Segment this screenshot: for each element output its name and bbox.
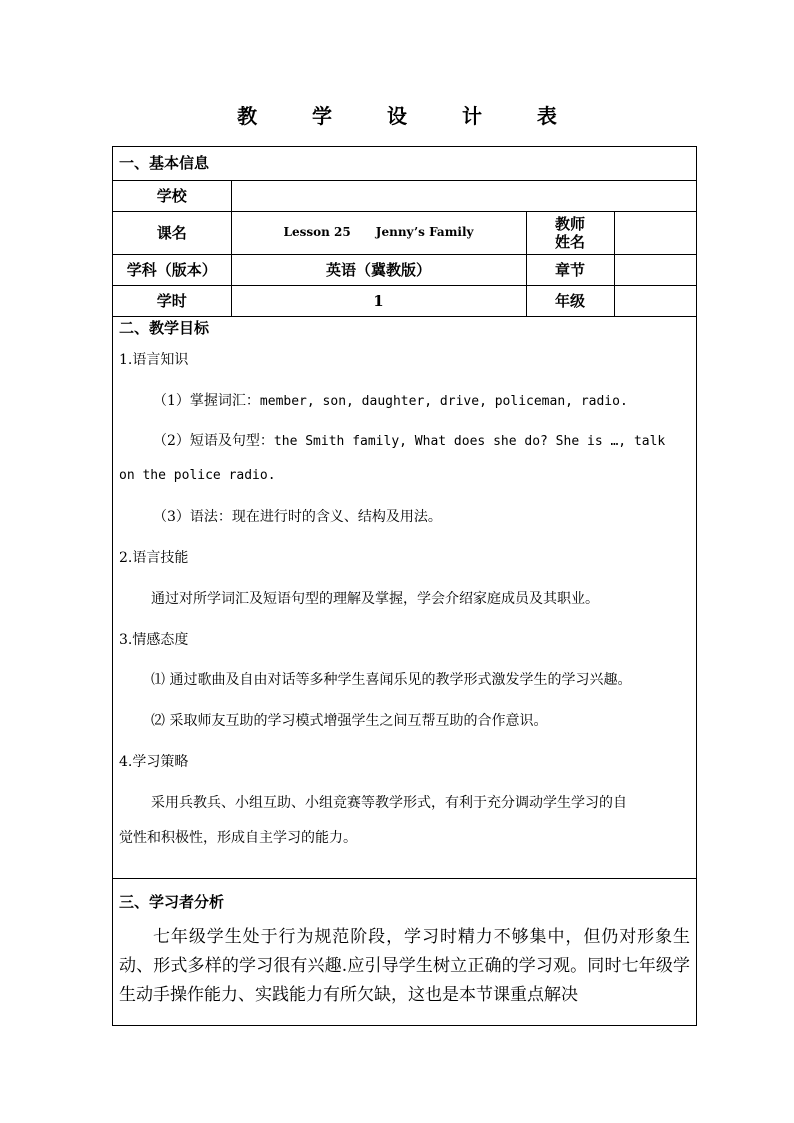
teacher-value <box>614 211 697 254</box>
grade-value <box>614 285 697 316</box>
learning-strategy-title: 4.学习策略 <box>119 754 189 770</box>
chapter-label: 章节 <box>526 254 614 285</box>
language-knowledge-title: 1.语言知识 <box>119 352 189 368</box>
analysis-text: 七年级学生处于行为规范阶段，学习时精力不够集中，但仍对形象生动、形式多样的学习很有兴趣.应引导学生树立正确的学习观。同时七年级学生动手操作能力、实践能力有所欠缺，这也是本节课重点解决 <box>119 927 690 1005</box>
phrases-item <box>153 431 690 452</box>
document-title: 教 学 设 计 表 <box>237 104 581 128</box>
phrases-prefix: （2）短语及句型： <box>153 433 274 449</box>
teacher-label <box>526 211 614 254</box>
basic-info-heading: 一、基本信息 <box>113 147 697 180</box>
course-value <box>231 211 526 254</box>
grade-label: 年级 <box>526 285 614 316</box>
course-lesson: Lesson 25 <box>283 225 351 240</box>
attitude-item-2: ⑵ 采取师友互助的学习模式增强学生之间互帮互助的合作意识。 <box>151 713 548 729</box>
lesson-design-table <box>112 146 697 1026</box>
vocabulary-words: member, son, daughter, drive, policeman, radio. <box>259 394 628 409</box>
grammar-item: （3）语法：现在进行时的含义、结构及用法。 <box>153 509 442 525</box>
school-value <box>231 180 697 211</box>
learning-strategy-line-2: 觉性和积极性，形成自主学习的能力。 <box>119 830 357 846</box>
course-label: 课名 <box>113 211 231 254</box>
teacher-label-line-1: 教师 <box>554 214 585 233</box>
vocabulary-prefix: （1）掌握词汇： <box>153 393 260 409</box>
subject-label: 学科（版本） <box>113 254 231 285</box>
language-skills-title: 2.语言技能 <box>119 550 189 566</box>
objectives-heading: 二、教学目标 <box>119 319 210 337</box>
teaching-objectives-section <box>113 316 696 879</box>
analysis-heading: 三、学习者分析 <box>119 893 225 911</box>
vocabulary-item <box>153 391 690 412</box>
attitude-item-1: ⑴ 通过歌曲及自由对话等多种学生喜闻乐见的教学形式激发学生的学习兴趣。 <box>151 672 632 688</box>
teacher-label-line-2: 姓名 <box>554 232 585 251</box>
subject-value: 英语（冀教版） <box>231 254 526 285</box>
attitude-title: 3.情感态度 <box>119 632 189 648</box>
phrases-line-2: on the police radio. <box>119 468 276 483</box>
learning-strategy-line-1: 采用兵教兵、小组互助、小组竞赛等教学形式，有利于充分调动学生学习的自 <box>151 795 627 811</box>
chapter-value <box>614 254 697 285</box>
hours-value: 1 <box>231 285 526 316</box>
basic-info-table <box>113 147 697 317</box>
hours-label: 学时 <box>113 285 231 316</box>
language-skills-text: 通过对所学词汇及短语句型的理解及掌握，学会介绍家庭成员及其职业。 <box>151 591 599 607</box>
phrases-line-1: the Smith family, What does she do? She is …, talk <box>273 434 666 449</box>
course-name: Jenny’s Family <box>375 225 474 240</box>
school-label: 学校 <box>113 180 231 211</box>
